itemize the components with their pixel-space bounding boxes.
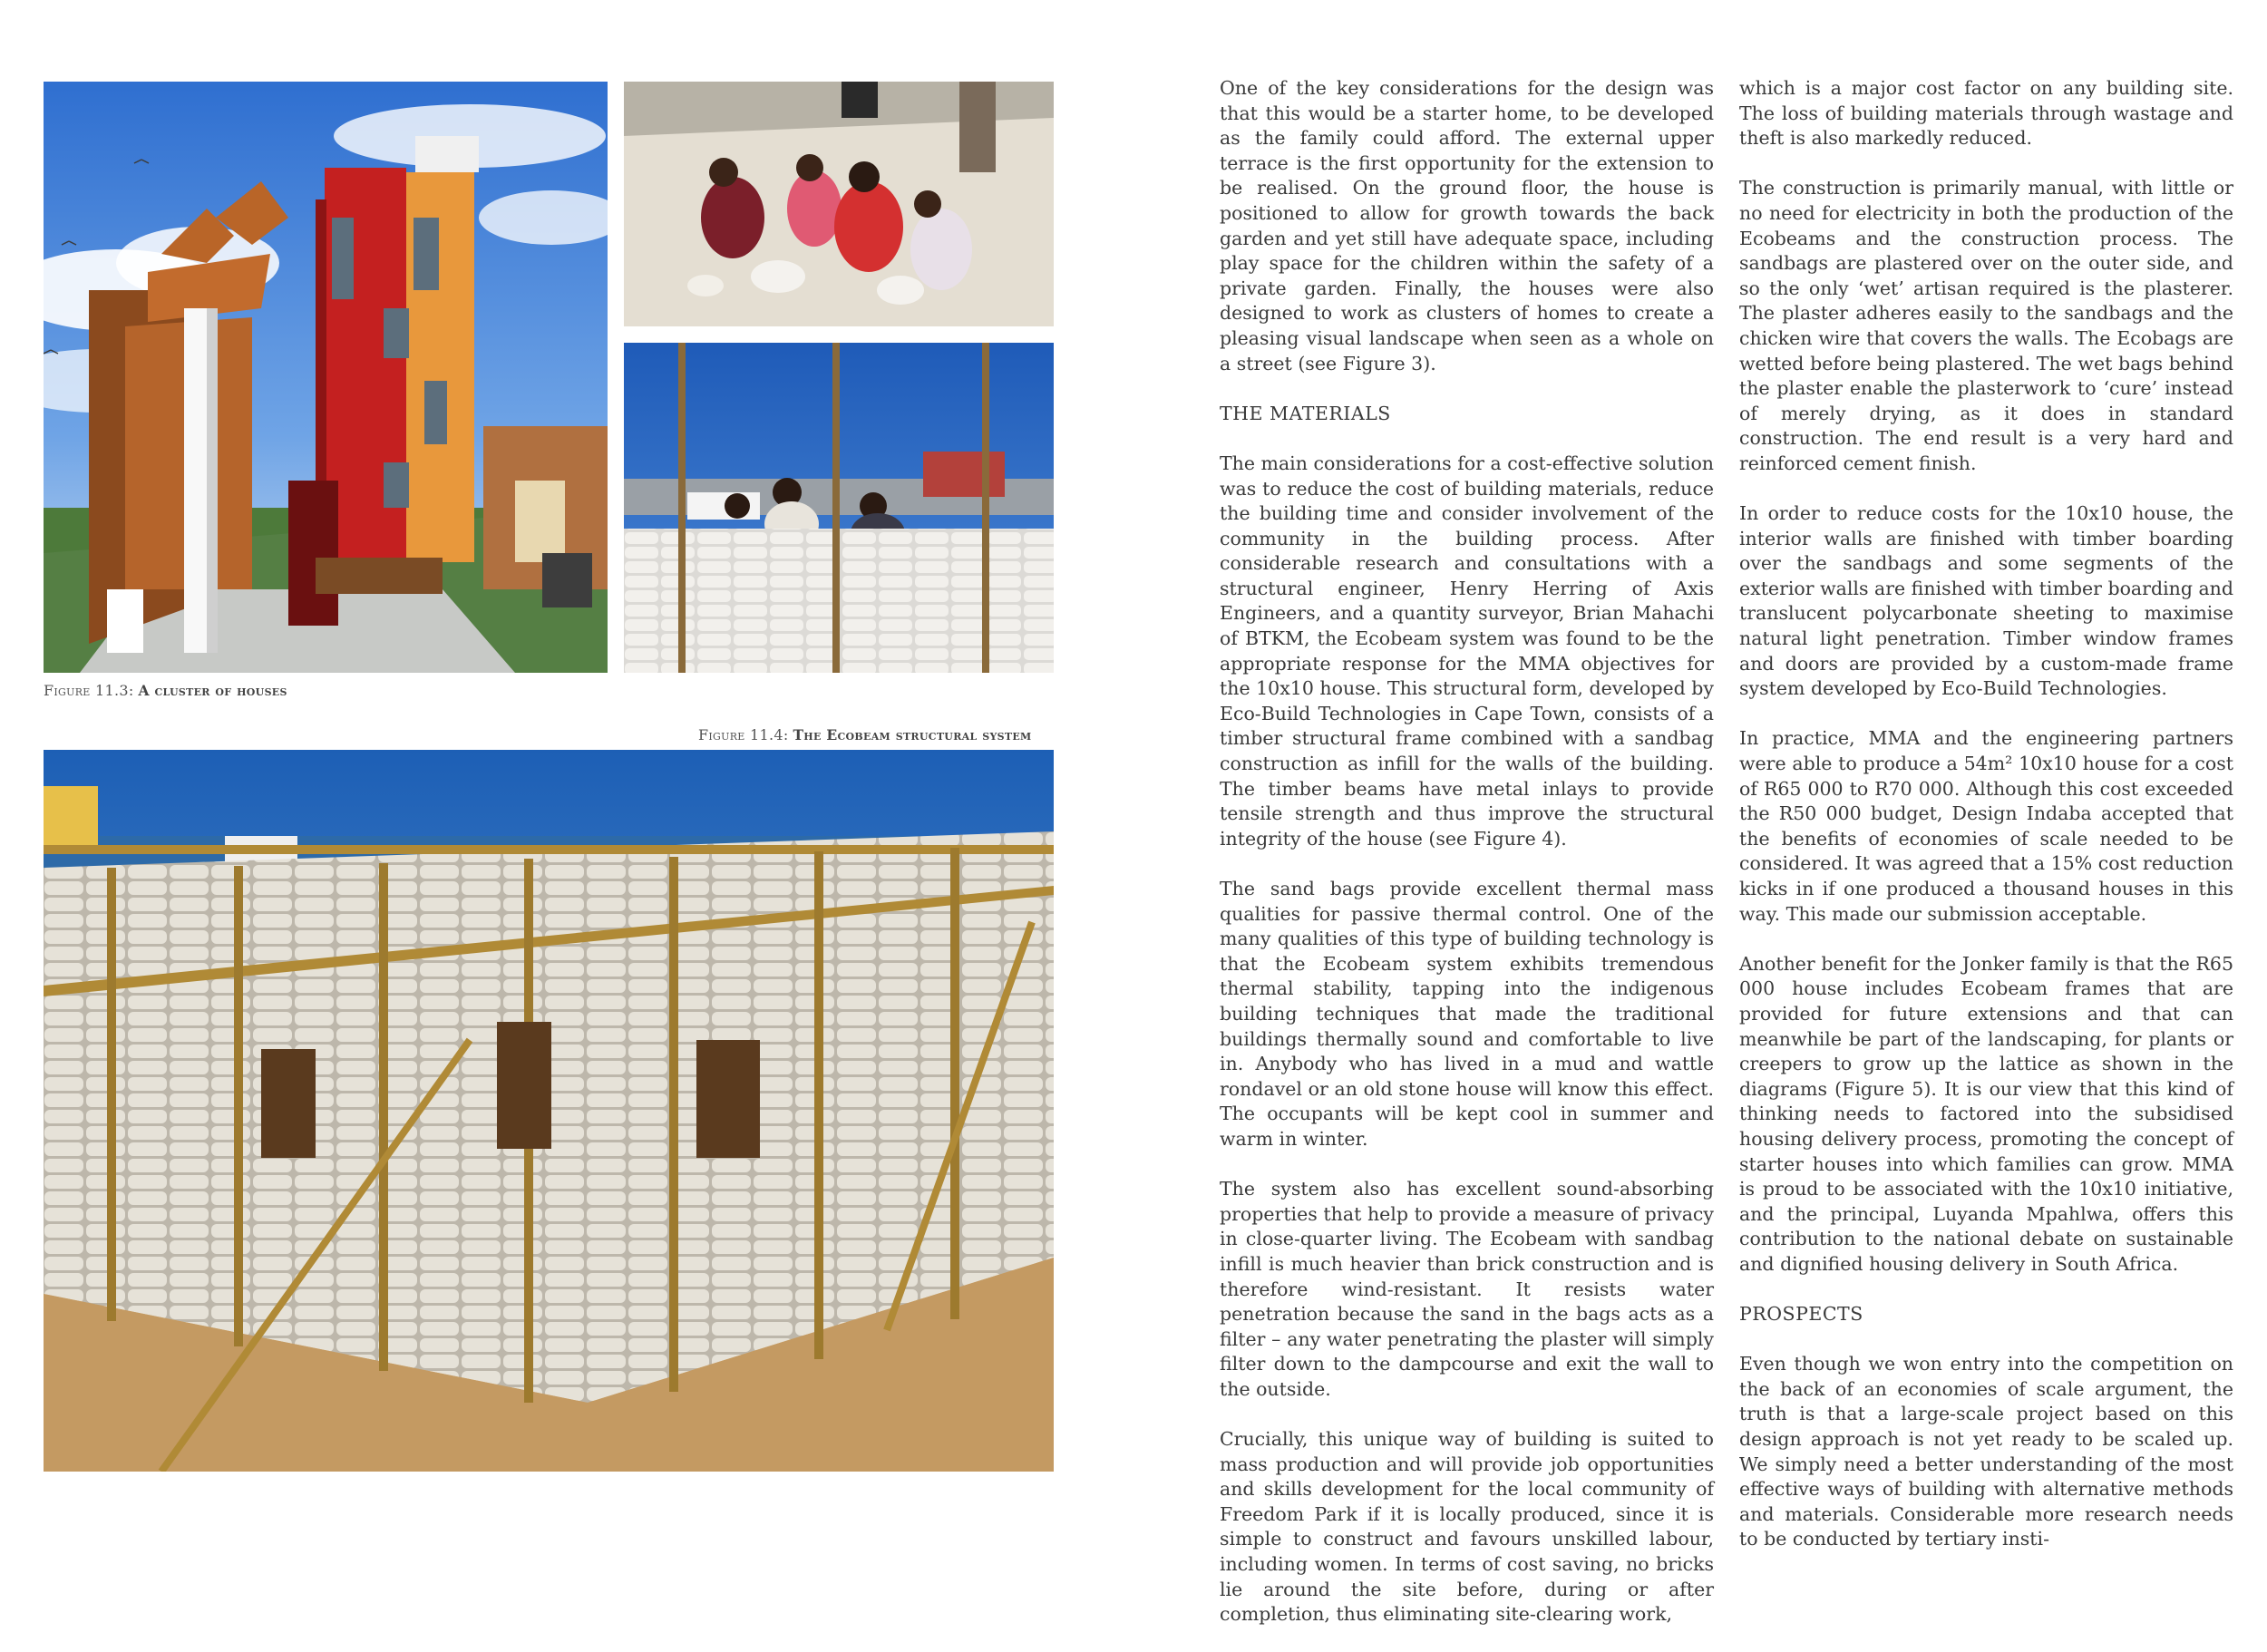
paragraph: In practice, MMA and the engineering partners were able to produce a 54m² 10x10 house for a cost of R65 000 to R70 000. Although this cost exceeded the R50 000 budget, Design Indaba accepted that the benefits of economies of scale needed to be considered. It was agreed that a 15% cost reduction kicks in if one produced a thousand houses in this way. This made our submission acceptable.	[1739, 727, 2233, 925]
photo-filling-sandbags	[624, 82, 1054, 326]
paragraph: The construction is primarily manual, with little or no need for electricity in both the production of the Ecobeams and the construction process. The sandbags are plastered over on the outer side, and so the only ‘wet’ artisan required is the plasterer. The plaster adheres easily to the sandbags and the chicken wire that covers the walls. The Ecobags are wetted before being plastered. The wet bags behind the plaster enable the plasterwork to ‘cure’ instead of merely drying, as it does in standard construction. The end result is a very hard and reinforced cement finish.	[1739, 177, 2233, 474]
paragraph: Even though we won entry into the competition on the back of an economies of scale argument, the truth is that a large-scale project based on this design approach is not yet ready to be scaled up. We simply need a better understanding of the most effective ways of building with alternative methods and materials. Considerable more research needs to be conducted by tertiary insti-	[1739, 1353, 2233, 1550]
figure-4-caption-title: The Ecobeam structural system	[793, 726, 1032, 743]
paragraph: The main considerations for a cost-effective solution was to reduce the cost of building materials, reduce the building time and consider involvement of the community in the building process. After considerable research and consultations with a structural engineer, Henry Herring of Axis Engineers, and a quantity surveyor, Brian Mahachi of BTKM, the Ecobeam system was found to be the appropriate response for the MMA objectives for the 10x10 house. This structural form, developed by Eco-Build Technologies in Cape Town, consists of a timber structural frame combined with a sandbag construction as infill for the walls of the building. The timber beams have metal inlays to provide tensile strength and thus improve the structural integrity of the house (see Figure 4).	[1220, 452, 1715, 850]
figure-3-caption-title: A cluster of houses	[138, 682, 287, 699]
section-heading-materials: THE MATERIALS	[1220, 402, 1391, 424]
paragraph: The system also has excellent sound-absorbing properties that help to provide a measure of privacy in close-quarter living. The Ecobeam with sandbag infill is much heavier than brick construction and is therefore wind-resistant. It resists water penetration because the sand in the bags acts as a filter – any water penetrating the plaster will simply filter down to the dampcourse and exit the wall to the outside.	[1220, 1178, 1714, 1400]
figure-4-caption	[698, 726, 1032, 743]
figure-4-caption-label: Figure 11.4:	[698, 726, 789, 743]
paragraph: Crucially, this unique way of building is suited to mass production and will provide job opportunities and skills development for the local community of Freedom Park if it is locally produced, since it is simple to construct and favours unskilled labour, including women. In terms of cost saving, no bricks lie around the site before, during or after completion, thus eliminating site-clearing work,	[1220, 1428, 1714, 1626]
figure-ecobeam-structure	[44, 750, 1054, 1472]
paragraph: Another benefit for the Jonker family is that the R65 000 house includes Ecobeam frames that are provided for future extensions and that can meanwhile be part of the landscaping, for plants or creepers to grow up the lattice as shown in the diagrams (Figure 5). It is our view that this kind of thinking needs to factored into the subsidised housing delivery process, promoting the concept of starter houses into which families can grow. MMA is proud to be associated with the 10x10 initiative, and the principal, Luyanda Mpahlwa, offers this contribution to the national debate on sustainable and dignified housing delivery in South Africa.	[1739, 952, 2233, 1275]
photo-sandbag-wall-workers	[624, 343, 1054, 673]
figure-3-caption	[44, 682, 287, 699]
paragraph: The sand bags provide excellent thermal mass qualities for passive thermal control. One of the many qualities of this type of building technology is that the Ecobeam system exhibits tremendous thermal stability, tapping into the indigenous building techniques that made the traditional buildings thermally sound and comfortable to live in. Anybody who has lived in a mud and wattle rondavel or an old stone house will know this effect. The occupants will be kept cool in summer and warm in winter.	[1220, 878, 1714, 1150]
paragraph: One of the key considerations for the design was that this would be a starter home, to be developed as the family could afford. The external upper terrace is the first opportunity for the extension to be realised. On the ground floor, the house is positioned to allow for growth towards the back garden and yet still have adequate space, including play space for the children within the safety of a private garden. Finally, the houses were also designed to work as clusters of homes to create a pleasing visual landscape when seen as a whole on a street (see Figure 3).	[1220, 77, 1714, 374]
paragraph: which is a major cost factor on any building site. The loss of building materials through wastage and theft is also markedly reduced.	[1739, 77, 2233, 150]
figure-house-rendering	[44, 82, 608, 673]
text-column-right	[1739, 76, 2233, 1578]
text-column-left	[1220, 76, 1714, 1652]
section-heading-prospects: PROSPECTS	[1739, 1303, 1863, 1326]
figure-3-caption-label: Figure 11.3:	[44, 682, 134, 699]
paragraph: In order to reduce costs for the 10x10 house, the interior walls are finished with timber boarding over the sandbags and some segments of the exterior walls are finished with timber boarding and translucent polycarbonate sheeting to maximise natural light penetration. Timber window frames and doors are provided by a custom-made frame system developed by Eco-Build Technologies.	[1739, 502, 2234, 700]
